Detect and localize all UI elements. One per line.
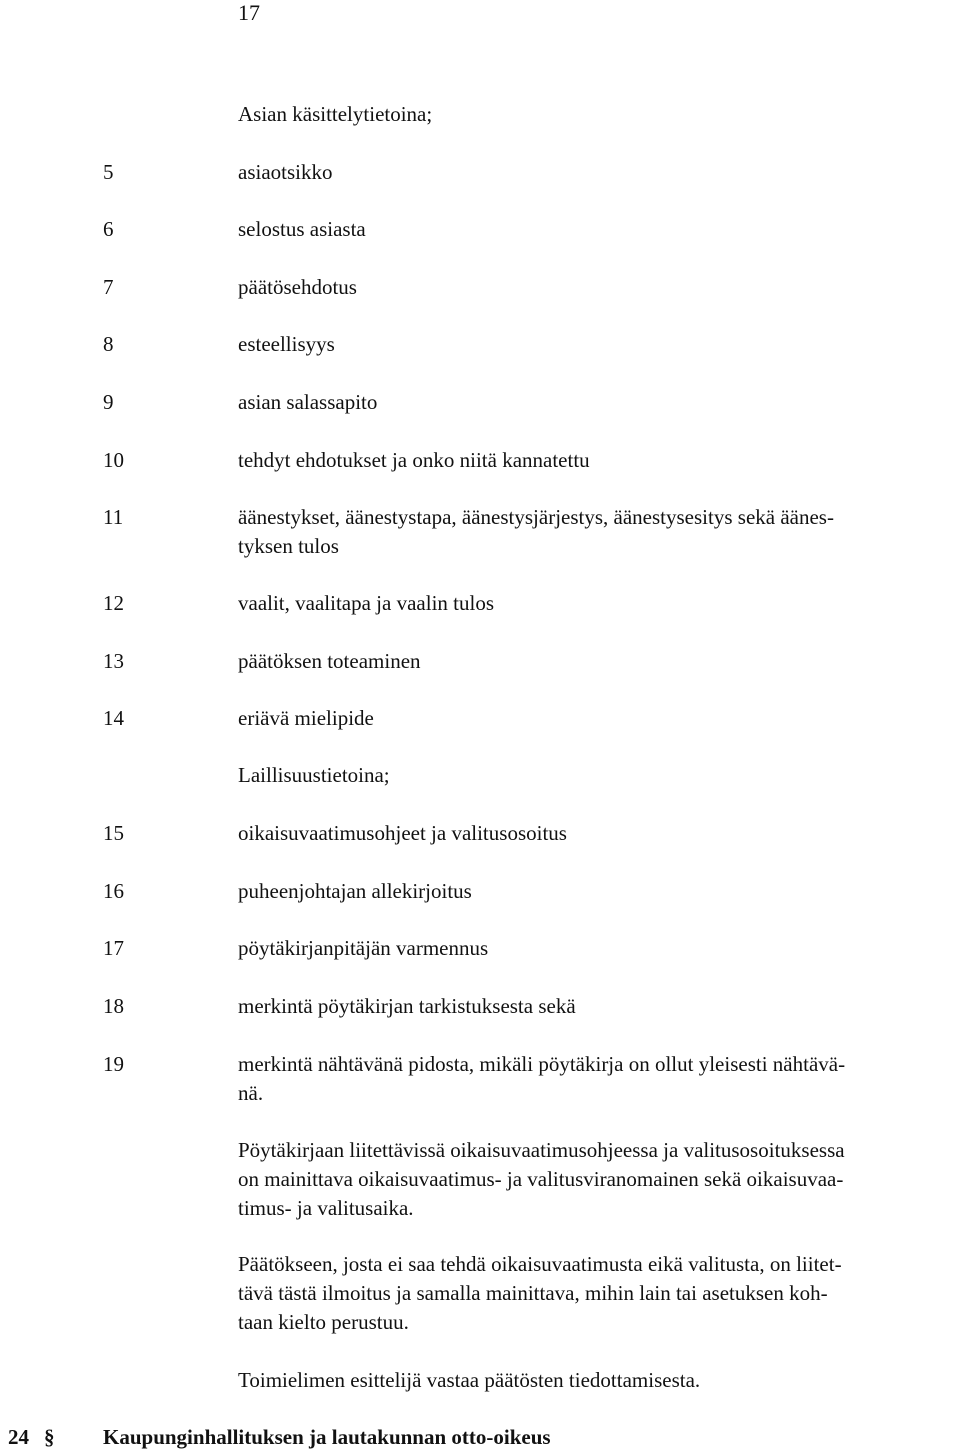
page-number: 17 bbox=[238, 0, 260, 25]
item-text: merkintä pöytäkirjan tarkistuksesta sekä bbox=[238, 994, 576, 1018]
item-text: äänestykset, äänestystapa, äänestysjärjestys, äänestysesitys sekä äänes- tyksen tulos bbox=[238, 505, 834, 558]
paragraph-paatos-ilman-valitusta: Päätökseen, josta ei saa tehdä oikaisuvaatimusta eikä valitusta, on liitet- tävä tästä ilmoitus ja samalla mainittava, mihin lain tai asetuksen koh- taan kielto perustuu. bbox=[238, 1252, 842, 1334]
item-number: 10 bbox=[103, 448, 124, 472]
list-heading-laillisuustietoina: Laillisuustietoina; bbox=[238, 763, 390, 787]
item-text: selostus asiasta bbox=[238, 217, 366, 241]
item-text: eriävä mielipide bbox=[238, 706, 374, 730]
item-number: 15 bbox=[103, 821, 124, 845]
item-text: päätöksen toteaminen bbox=[238, 649, 421, 673]
item-number: 12 bbox=[103, 591, 124, 615]
item-number: 5 bbox=[103, 160, 114, 184]
item-text: pöytäkirjanpitäjän varmennus bbox=[238, 936, 489, 960]
section-sign-icon: § bbox=[44, 1425, 55, 1449]
item-number: 17 bbox=[103, 936, 124, 960]
item-text: päätösehdotus bbox=[238, 275, 357, 299]
item-text: merkintä nähtävänä pidosta, mikäli pöytäkirja on ollut yleisesti nähtävä- nä. bbox=[238, 1052, 846, 1105]
item-text: puheenjohtajan allekirjoitus bbox=[238, 879, 472, 903]
paragraph-tiedottaminen: Toimielimen esittelijä vastaa päätösten tiedottamisesta. bbox=[238, 1368, 701, 1392]
item-text: esteellisyys bbox=[238, 332, 335, 356]
paragraph-oikaisuvaatimusohje: Pöytäkirjaan liitettävissä oikaisuvaatimusohjeessa ja valitusosoituksessa on mainittava oikaisuvaatimus- ja valitusviranomainen sekä oikaisuvaa- timus- ja valitusaika. bbox=[238, 1138, 845, 1220]
section-number: 24 bbox=[8, 1425, 29, 1449]
item-text: asiaotsikko bbox=[238, 160, 333, 184]
item-number: 7 bbox=[103, 275, 114, 299]
item-text: oikaisuvaatimusohjeet ja valitusosoitus bbox=[238, 821, 567, 845]
item-number: 9 bbox=[103, 390, 114, 414]
item-text: tehdyt ehdotukset ja onko niitä kannatettu bbox=[238, 448, 590, 472]
section-heading bbox=[0, 1422, 960, 1452]
item-number: 6 bbox=[103, 217, 114, 241]
item-number: 19 bbox=[103, 1052, 124, 1076]
item-text: vaalit, vaalitapa ja vaalin tulos bbox=[238, 591, 494, 615]
item-number: 14 bbox=[103, 706, 124, 730]
item-number: 18 bbox=[103, 994, 124, 1018]
section-title: Kaupunginhallituksen ja lautakunnan otto-oikeus bbox=[103, 1425, 551, 1449]
item-number: 11 bbox=[103, 505, 124, 529]
list-heading-asian-kasittelytietoina: Asian käsittelytietoina; bbox=[238, 102, 433, 126]
item-number: 16 bbox=[103, 879, 124, 903]
item-number: 8 bbox=[103, 332, 114, 356]
item-number: 13 bbox=[103, 649, 124, 673]
item-text: asian salassapito bbox=[238, 390, 378, 414]
